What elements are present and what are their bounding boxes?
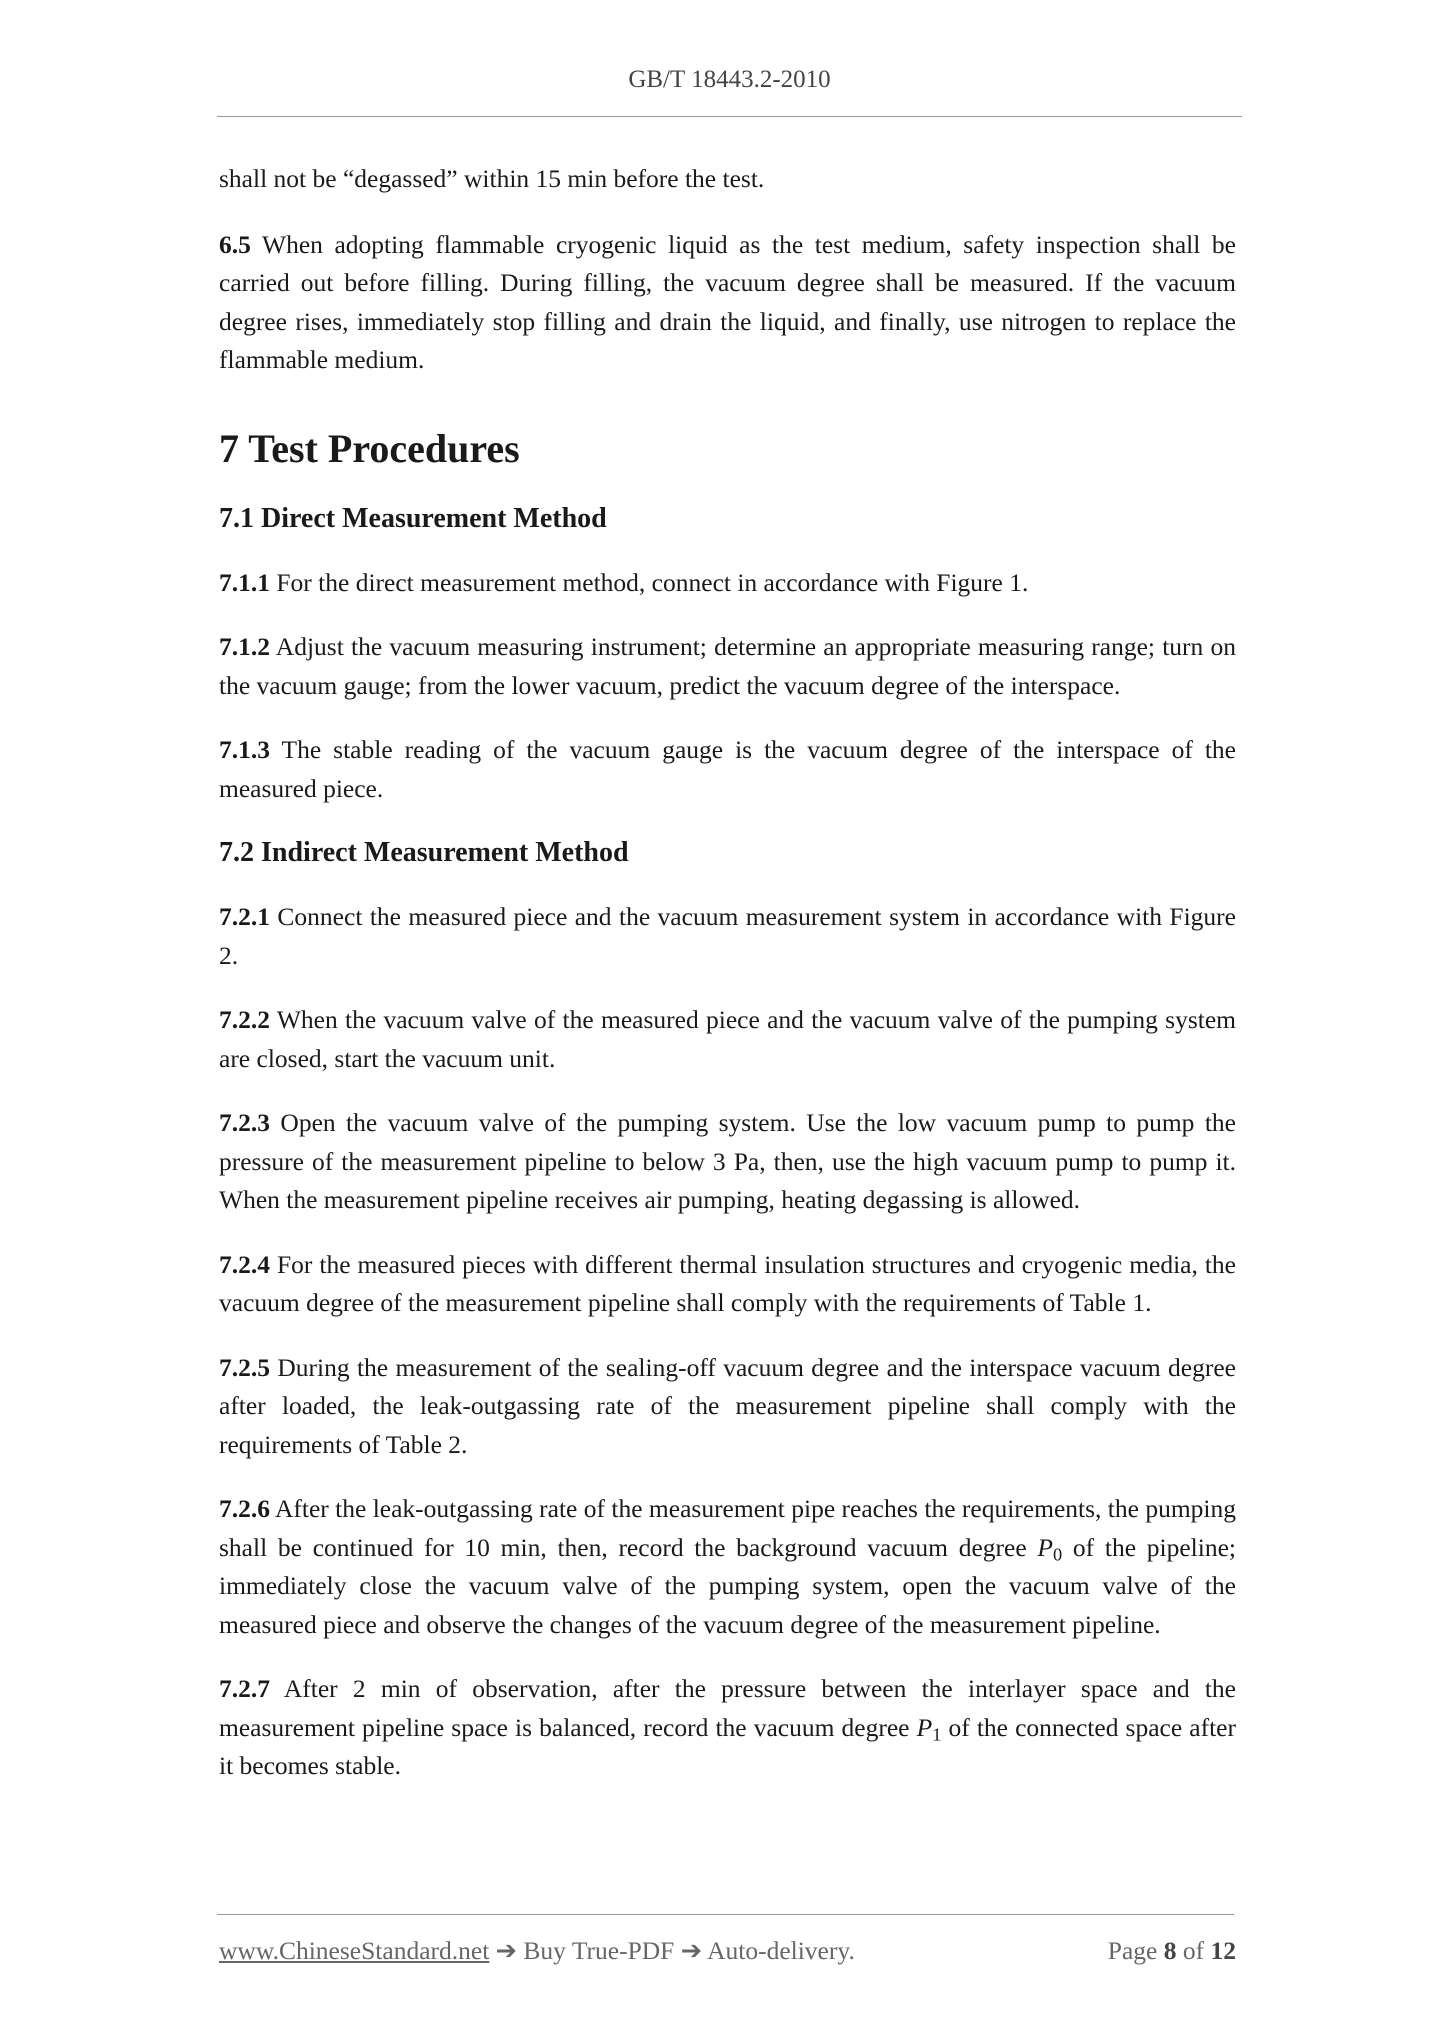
clause-7-2-3 [219, 1104, 1236, 1220]
clause-number: 7.2.5 [219, 1352, 270, 1382]
subsection-heading-7-1: 7.1 Direct Measurement Method [219, 502, 607, 534]
total-pages: 12 [1210, 1936, 1236, 1965]
clause-7-2-6 [219, 1490, 1236, 1644]
buy-pdf-text: Buy True-PDF [523, 1936, 675, 1965]
clause-text: When the vacuum valve of the measured piece and the vacuum valve of the pumping system are closed, start the vacuum unit. [219, 1005, 1236, 1073]
clause-number: 7.2.7 [219, 1674, 270, 1703]
clause-number: 7.2.3 [219, 1108, 270, 1137]
section-heading-7: 7 Test Procedures [219, 425, 520, 471]
clause-6-5 [219, 226, 1236, 380]
document-body [219, 160, 1236, 1786]
clause-7-2-2 [219, 1001, 1236, 1078]
clause-text: of the connected space after it becomes stable. [219, 1712, 1236, 1780]
variable-p: P [916, 1712, 933, 1742]
arrow-icon: ➔ [495, 1936, 518, 1965]
variable-p: P [1037, 1532, 1053, 1562]
website-link[interactable]: www.ChineseStandard.net [219, 1936, 490, 1965]
auto-delivery-text: Auto-delivery. [707, 1936, 855, 1965]
clause-number: 7.1.1 [219, 567, 270, 597]
paragraph-continuation: shall not be “degassed” within 15 min before the test. [219, 164, 765, 193]
clause-7-2-7 [219, 1670, 1236, 1786]
footer-divider [217, 1914, 1234, 1915]
page-number: Page 8 of 12 [1107, 1936, 1236, 1965]
document-header [217, 66, 1242, 94]
clause-7-2-1 [219, 898, 1236, 975]
clause-text: of the pipeline; immediately close the vacuum valve of the pumping system, open the vacuum valve of the measured piece and observe the changes of the vacuum degree of the measurement pipeline. [219, 1532, 1236, 1639]
clause-7-1-1 [219, 564, 1236, 603]
clause-number: 7.2.2 [219, 1005, 270, 1034]
clause-7-2-4 [219, 1246, 1236, 1323]
clause-number: 7.1.3 [219, 735, 270, 764]
clause-number: 7.2.6 [219, 1494, 270, 1523]
clause-text: Adjust the vacuum measuring instrument; determine an appropriate measuring range; turn on the vacuum gauge; from the lower vacuum, predict the vacuum degree of the interspace. [219, 632, 1236, 700]
clause-text: After 2 min of observation, after the pressure between the interlayer space and the measurement pipeline space is balanced, record the vacuum degree [219, 1674, 1236, 1742]
clause-7-2-5 [219, 1349, 1236, 1465]
clause-text: After the leak-outgassing rate of the measurement pipe reaches the requirements, the pumping shall be continued for 10 min, then, record the background vacuum degree [219, 1494, 1236, 1562]
clause-text: Connect the measured piece and the vacuum measurement system in accordance with Figure 2. [219, 902, 1236, 970]
clause-number: 6.5 [219, 229, 251, 259]
clause-number: 7.2.1 [219, 902, 270, 931]
clause-7-1-2 [219, 628, 1236, 705]
clause-text: During the measurement of the sealing-off vacuum degree and the interspace vacuum degree after loaded, the leak-outgassing rate of the measurement pipeline shall comply with the requirements of Table 2. [219, 1352, 1236, 1459]
clause-text: The stable reading of the vacuum gauge is the vacuum degree of the interspace of the measured piece. [219, 735, 1236, 803]
clause-7-1-3 [219, 731, 1236, 808]
clause-number: 7.2.4 [219, 1249, 270, 1279]
footer-promo [219, 1936, 855, 1966]
standard-number: GB/T 18443.2-2010 [628, 66, 831, 93]
header-divider [217, 116, 1242, 117]
arrow-icon: ➔ [680, 1936, 703, 1965]
page-footer [219, 1936, 1236, 1966]
subsection-heading-7-2: 7.2 Indirect Measurement Method [219, 837, 629, 868]
clause-text: Open the vacuum valve of the pumping system. Use the low vacuum pump to pump the pressure of the measurement pipeline to below 3 Pa, then, use the high vacuum pump to pump it. When the measurement pipeline receives air pumping, heating degassing is allowed. [219, 1108, 1236, 1214]
current-page: 8 [1163, 1936, 1177, 1965]
variable-subscript: 1 [932, 1724, 942, 1745]
clause-number: 7.1.2 [219, 632, 270, 661]
clause-text: When adopting flammable cryogenic liquid as the test medium, safety inspection shall be carried out before filling. During filling, the vacuum degree shall be measured. If the vacuum degree rises, immediately stop filling and drain the liquid, and finally, use nitrogen to replace the flammable medium. [219, 229, 1236, 374]
clause-text: For the measured pieces with different thermal insulation structures and cryogenic media, the vacuum degree of the measurement pipeline shall comply with the requirements of Table 1. [219, 1249, 1236, 1317]
clause-text: For the direct measurement method, connect in accordance with Figure 1. [270, 567, 1029, 597]
variable-subscript: 0 [1053, 1544, 1063, 1565]
